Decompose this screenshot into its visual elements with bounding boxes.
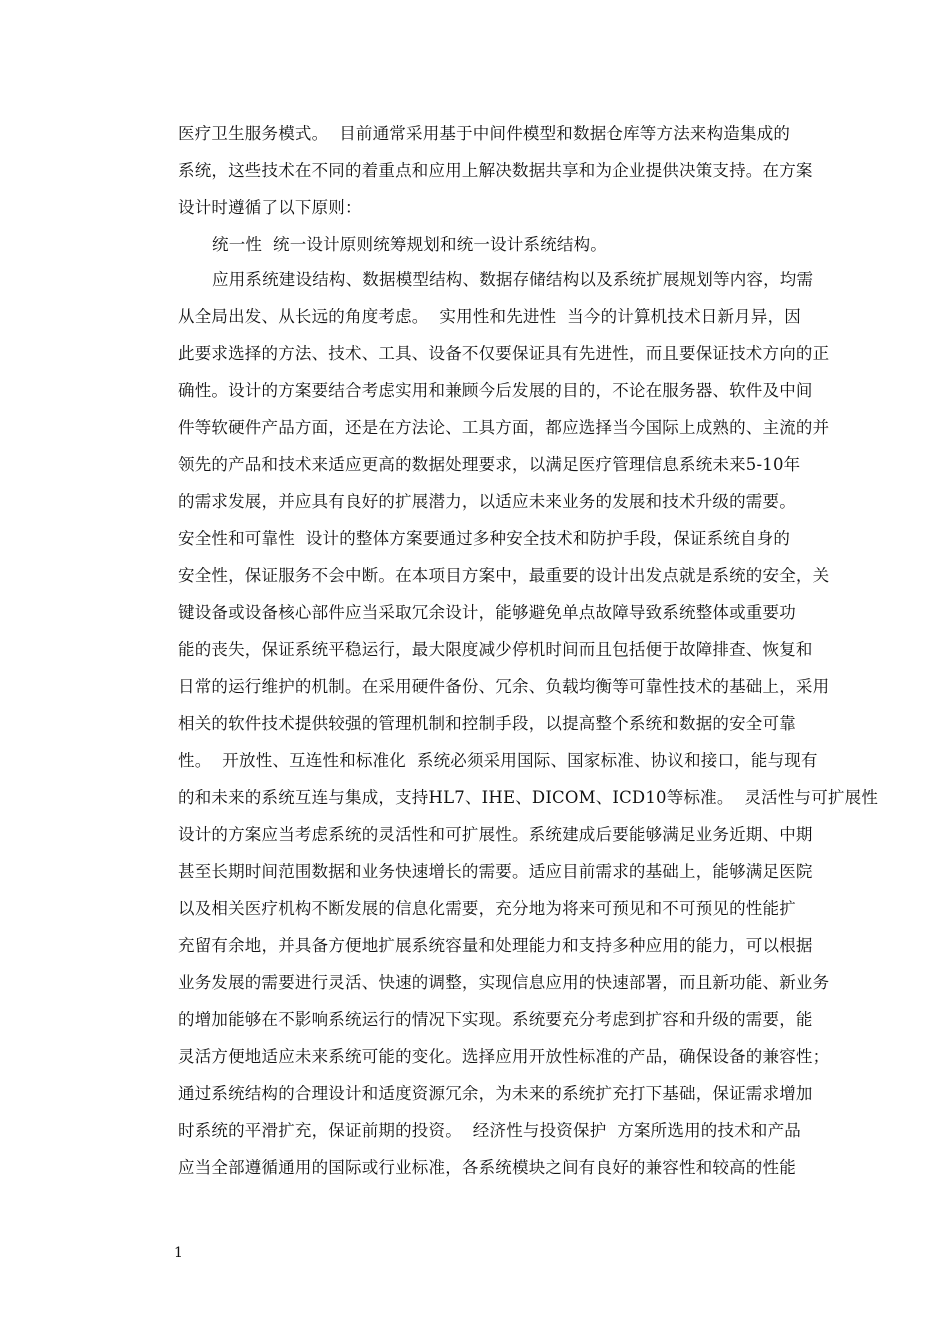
text-line: 系统，这些技术在不同的着重点和应用上解决数据共享和为企业提供决策支持。在方案 xyxy=(178,161,813,180)
text-line: 甚至长期时间范围数据和业务快速增长的需要。适应目前需求的基础上，能够满足医院 xyxy=(178,862,813,881)
text-line: 灵活方便地适应未来系统可能的变化。选择应用开放性标准的产品，确保设备的兼容性； xyxy=(178,1047,830,1066)
text-line: 安全性，保证服务不会中断。在本项目方案中，最重要的设计出发点就是系统的安全，关 xyxy=(178,566,830,585)
text-line: 领先的产品和技术来适应更高的数据处理要求，以满足医疗管理信息系统未来5-10年 xyxy=(178,455,801,474)
text-line: 的需求发展，并应具有良好的扩展潜力，以适应未来业务的发展和技术升级的需要。 xyxy=(178,492,796,511)
text-line: 以及相关医疗机构不断发展的信息化需要，充分地为将来可预见和不可预见的性能扩 xyxy=(178,899,796,918)
text-line: 性。 开放性、互连性和标准化 系统必须采用国际、国家标准、协议和接口，能与现有 xyxy=(178,751,818,770)
text-line: 业务发展的需要进行灵活、快速的调整，实现信息应用的快速部署，而且新功能、新业务 xyxy=(178,973,830,992)
text-line: 的和未来的系统互连与集成，支持HL7、IHE、DICOM、ICD10等标准。 灵活性与可扩展性 xyxy=(178,788,879,807)
page-number: 1 xyxy=(174,1245,183,1261)
text-line: 键设备或设备核心部件应当采取冗余设计，能够避免单点故障导致系统整体或重要功 xyxy=(178,603,796,622)
text-line: 的增加能够在不影响系统运行的情况下实现。系统要充分考虑到扩容和升级的需要，能 xyxy=(178,1010,813,1029)
text-line: 安全性和可靠性 设计的整体方案要通过多种安全技术和防护手段，保证系统自身的 xyxy=(178,529,791,548)
text-line: 此要求选择的方法、技术、工具、设备不仅要保证具有先进性，而且要保证技术方向的正 xyxy=(178,344,830,363)
text-line: 件等软硬件产品方面，还是在方法论、工具方面，都应选择当今国际上成熟的、主流的并 xyxy=(178,418,830,437)
text-line: 能的丧失，保证系统平稳运行，最大限度减少停机时间而且包括便于故障排查、恢复和 xyxy=(178,640,813,659)
text-line: 统一性 统一设计原则统筹规划和统一设计系统结构。 xyxy=(212,235,607,254)
text-line: 确性。设计的方案要结合考虑实用和兼顾今后发展的目的，不论在服务器、软件及中间 xyxy=(178,381,813,400)
text-line: 设计时遵循了以下原则： xyxy=(178,198,362,217)
text-line: 设计的方案应当考虑系统的灵活性和可扩展性。系统建成后要能够满足业务近期、中期 xyxy=(178,825,813,844)
text-line: 充留有余地，并具备方便地扩展系统容量和处理能力和支持多种应用的能力，可以根据 xyxy=(178,936,813,955)
text-line: 日常的运行维护的机制。在采用硬件备份、冗余、负载均衡等可靠性技术的基础上，采用 xyxy=(178,677,830,696)
text-line: 时系统的平滑扩充，保证前期的投资。 经济性与投资保护 方案所选用的技术和产品 xyxy=(178,1121,801,1140)
text-line: 应用系统建设结构、数据模型结构、数据存储结构以及系统扩展规划等内容，均需 xyxy=(212,270,814,289)
text-line: 通过系统结构的合理设计和适度资源冗余，为未来的系统扩充打下基础，保证需求增加 xyxy=(178,1084,813,1103)
text-line: 相关的软件技术提供较强的管理机制和控制手段，以提高整个系统和数据的安全可靠 xyxy=(178,714,796,733)
text-line: 从全局出发、从长远的角度考虑。 实用性和先进性 当今的计算机技术日新月异，因 xyxy=(178,307,801,326)
text-line: 应当全部遵循通用的国际或行业标准，各系统模块之间有良好的兼容性和较高的性能 xyxy=(178,1158,796,1177)
text-line: 医疗卫生服务模式。 目前通常采用基于中间件模型和数据仓库等方法来构造集成的 xyxy=(178,124,791,143)
